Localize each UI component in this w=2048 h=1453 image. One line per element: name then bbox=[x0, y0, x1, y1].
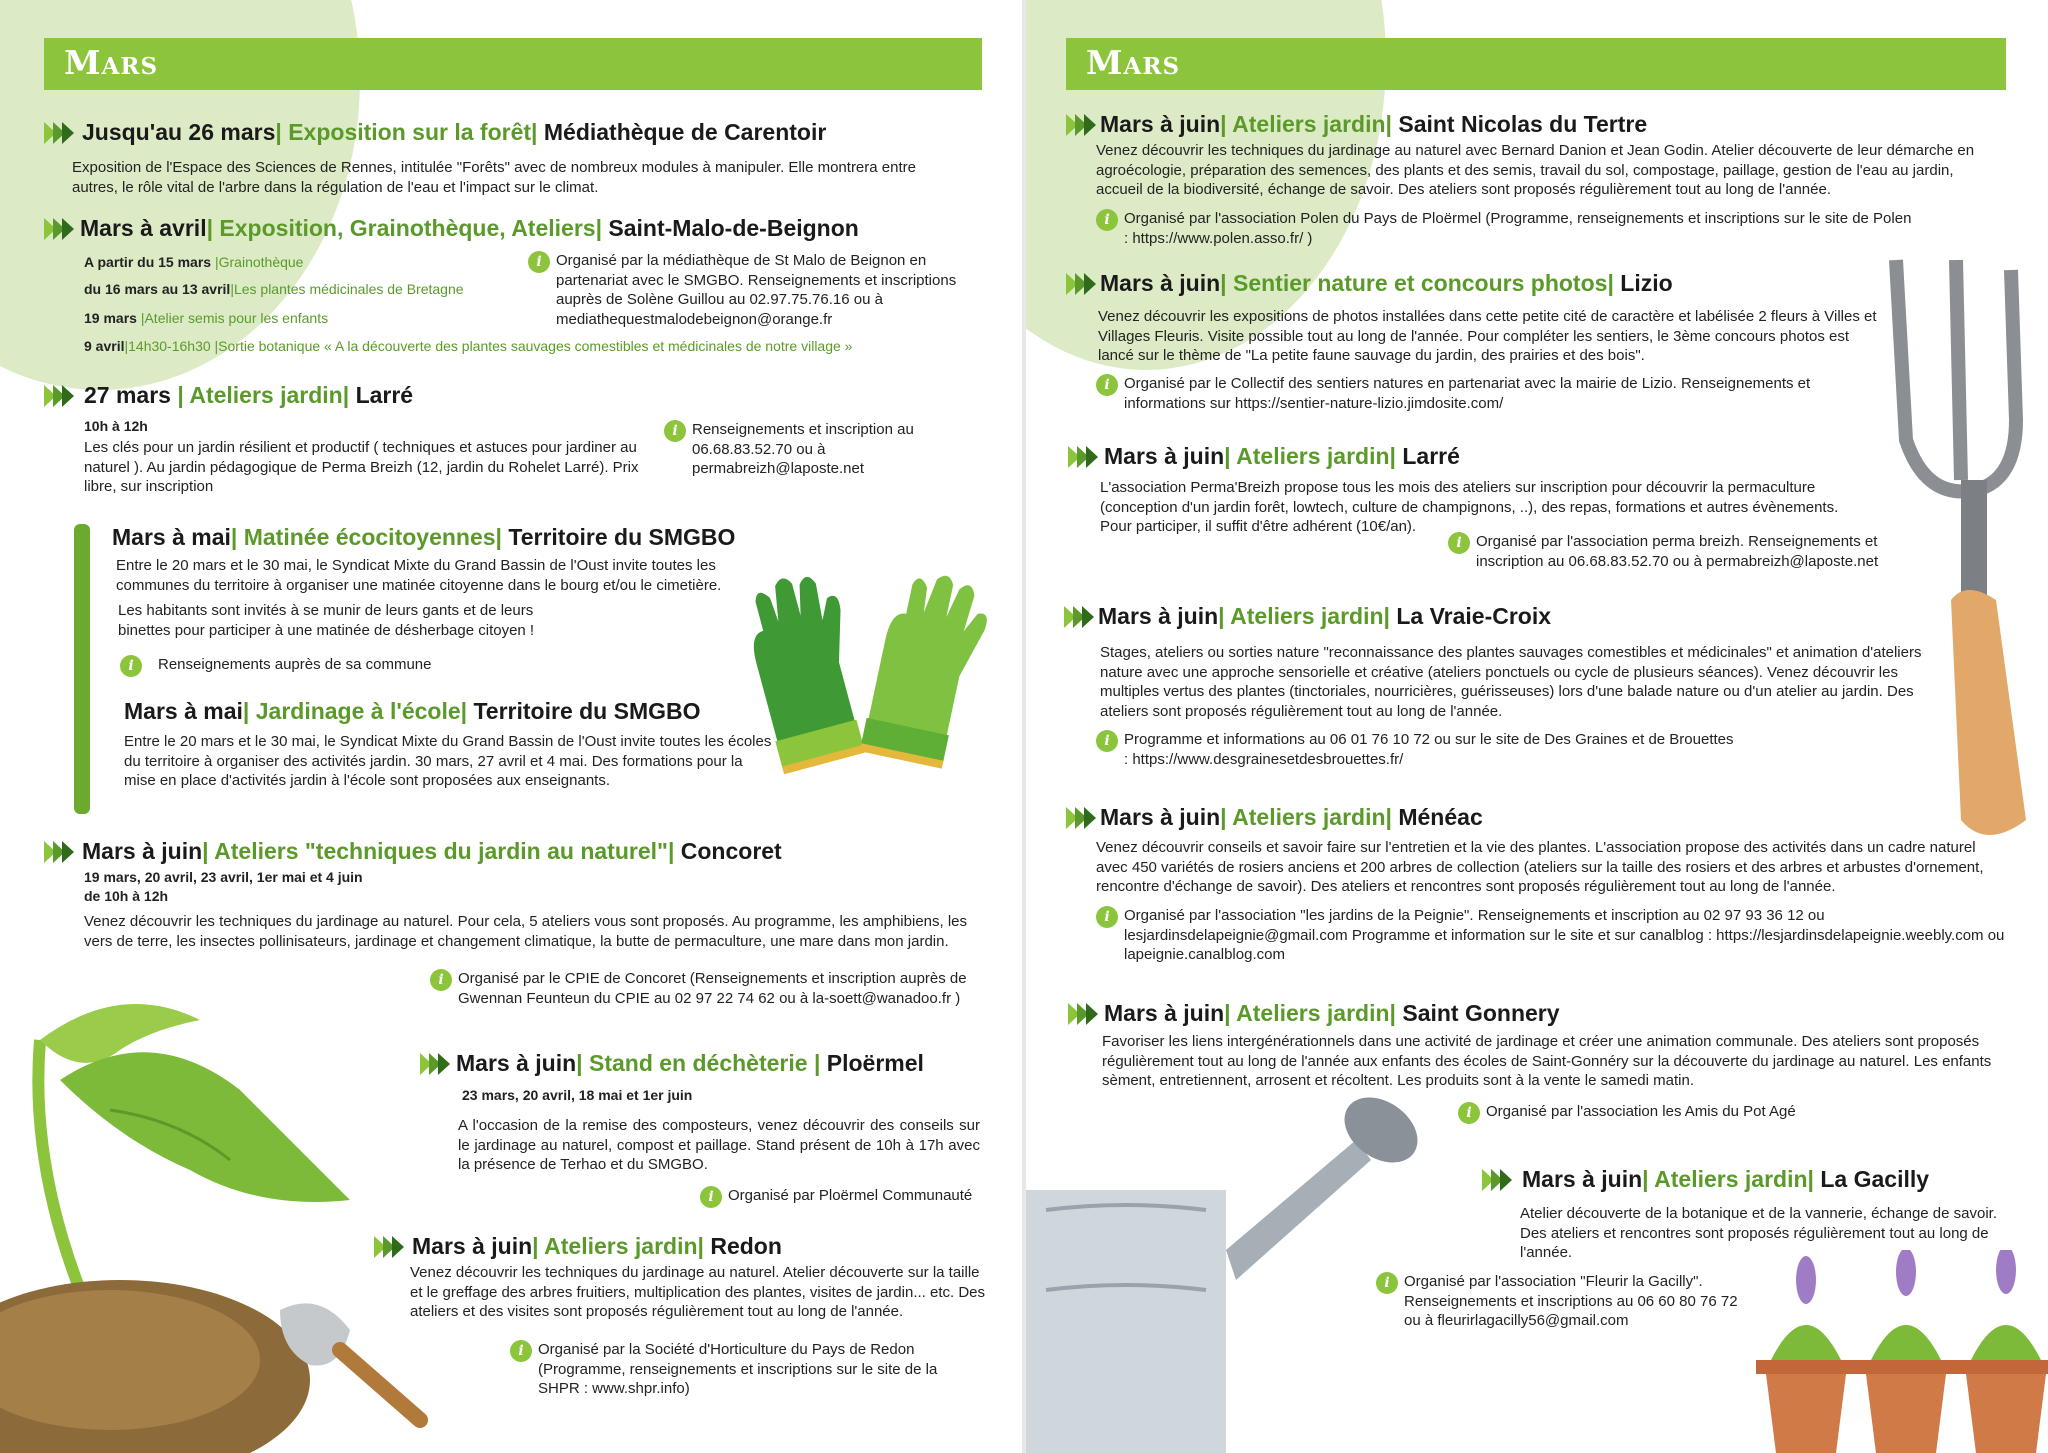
watering-can-illustration bbox=[1026, 1080, 1496, 1453]
event-description: Atelier découverte de la botanique et de la vannerie, échange de savoir. Des ateliers et rencontres sont proposés régulièrement tout au long de l'année. bbox=[1520, 1205, 1997, 1261]
event-description: Venez découvrir conseils et savoir faire sur l'entretien et la vie des plantes. L'association propose des activités dans un cadre naturel avec 450 variétés de rosiers anciens et 200 arbres de collection (ateliers sur la taille des rosiers et des arbres et arbustes d'ornement, rencontre d'échange de savoir). Des ateliers et rencontres sont proposés régulièrement tout au long de l'année. bbox=[1096, 839, 1984, 895]
event-type: Ateliers jardin bbox=[189, 382, 343, 408]
event-type: Ateliers jardin bbox=[1236, 1000, 1390, 1026]
event-time: 10h à 12h bbox=[84, 418, 148, 434]
event-type: Ateliers jardin bbox=[1654, 1166, 1808, 1192]
event-date: Mars à juin bbox=[1104, 443, 1225, 469]
arrow-bullet-icon bbox=[1066, 807, 1100, 829]
event-date: Mars à mai bbox=[124, 698, 243, 724]
info-icon: i bbox=[1458, 1102, 1480, 1124]
event-type: Exposition sur la forêt bbox=[288, 119, 532, 145]
event-title: 27 mars | Ateliers jardin| Larré bbox=[84, 382, 414, 408]
event-type: Ateliers jardin bbox=[1230, 603, 1384, 629]
arrow-bullet-icon bbox=[1068, 1003, 1102, 1025]
arrow-bullet-icon bbox=[1064, 606, 1098, 628]
event-description: A l'occasion de la remise des composteurs, venez découvrir des conseils sur le jardinage au naturel, compost et paillage. Stand présent de 10h à 17h avec la présence de Terhao et du SMGBO. bbox=[458, 1117, 980, 1173]
arrow-bullet-icon bbox=[374, 1236, 408, 1258]
event-date: Jusqu'au 26 mars bbox=[82, 119, 276, 145]
schedule-line: du 16 mars au 13 avril|Les plantes médicinales de Bretagne bbox=[84, 281, 464, 297]
event-info: i Organisé par le Collectif des sentiers natures en partenariat avec la mairie de Lizio. Renseignements et informations sur https://sentier-nature-lizio.jimdosite.com/ bbox=[1096, 374, 1836, 413]
event-description: Venez découvrir les expositions de photos installées dans cette petite cité de caractère et labélisée 2 fleurs à Villes et Villages Fleuris. Visite possible tout au long de l'année. Pour compléter les sentiers, le 3ème concours photos est lancé sur le thème de "La petite faune sauvage du jardin, des prairies et des bois". bbox=[1098, 308, 1877, 364]
event-date: Mars à juin bbox=[82, 838, 203, 864]
event-place: Ploërmel bbox=[826, 1050, 924, 1076]
event-time: de 10h à 12h bbox=[84, 888, 169, 904]
arrow-bullet-icon bbox=[1482, 1169, 1516, 1191]
event-info: i Programme et informations au 06 01 76 10 72 ou sur le site de Des Graines et de Brouettes : https://www.desgrainesetdesbrouettes.fr/ bbox=[1096, 730, 1736, 769]
event-type: Exposition, Grainothèque, Ateliers bbox=[219, 215, 596, 241]
event-type: Ateliers jardin bbox=[1232, 804, 1386, 830]
event-type: Ateliers "techniques du jardin au naturel" bbox=[214, 838, 668, 864]
arrow-bullet-icon bbox=[44, 385, 78, 407]
event-title: Mars à juin| Ateliers jardin| Larré bbox=[1104, 443, 1460, 469]
right-page bbox=[1026, 0, 2048, 1453]
event-type: Stand en déchèterie bbox=[588, 1050, 814, 1076]
event-place: Territoire du SMGBO bbox=[473, 698, 701, 724]
event-info: i Renseignements auprès de sa commune bbox=[120, 655, 540, 675]
event-title: Jusqu'au 26 mars| Exposition sur la forêt| Médiathèque de Carentoir bbox=[82, 119, 827, 145]
event-description: Venez découvrir les techniques du jardinage au naturel avec Bernard Danion et Jean Godin. Atelier découverte de leur démarche en agroécologie, préparation des semences, des plants et des semis, travail du sol, compostage, paillage, gestion de l'eau au jardin, accueil de la biodiversité, échange de savoir. Des ateliers sont proposés régulièrement tout au long de l'année. bbox=[1096, 142, 1975, 198]
event-description: L'association Perma'Breizh propose tous les mois des ateliers sur inscription pour découvrir la permaculture (conception d'un jardin forêt, lowtech, culture de champignons, ..), des repas, formations et autres évènements. Pour participer, il suffit d'être adhérent (10€/an). bbox=[1100, 479, 1839, 535]
event-description: Entre le 20 mars et le 30 mai, le Syndicat Mixte du Grand Bassin de l'Oust invite toutes les écoles du territoire à organiser des activités jardin. 30 mars, 27 avril et 4 mai. Des formations pour la mise en place d'activités jardin à l'école sont proposées aux enseignants. bbox=[124, 733, 772, 789]
event-info: i Organisé par l'association les Amis du Pot Agé bbox=[1458, 1102, 1958, 1122]
event-title: Mars à juin| Ateliers jardin| La Vraie-Croix bbox=[1098, 603, 1552, 629]
arrow-bullet-icon bbox=[1066, 114, 1100, 136]
event-title: Mars à juin| Ateliers jardin| La Gacilly bbox=[1522, 1166, 1930, 1192]
info-icon: i bbox=[1096, 209, 1118, 231]
info-icon: i bbox=[430, 969, 452, 991]
info-icon: i bbox=[528, 251, 550, 273]
event-date: Mars à juin bbox=[1522, 1166, 1643, 1192]
event-title: Mars à avril| Exposition, Grainothèque, Ateliers| Saint-Malo-de-Beignon bbox=[80, 215, 859, 241]
event-date: 27 mars bbox=[84, 382, 178, 408]
event-info: i Organisé par l'association Polen du Pays de Ploërmel (Programme, renseignements et inscriptions sur le site de Polen : https://www.polen.asso.fr/ ) bbox=[1096, 209, 1916, 248]
event-place: Concoret bbox=[680, 838, 782, 864]
event-description: Exposition de l'Espace des Sciences de Rennes, intitulée "Forêts" avec de nombreux modules à manipuler. Elle montrera entre autres, le rôle vital de l'arbre dans la régulation de l'eau et l'impact sur le climat. bbox=[72, 159, 916, 196]
event-type: Ateliers jardin bbox=[1232, 111, 1386, 137]
arrow-bullet-icon bbox=[44, 841, 78, 863]
event-type: Jardinage à l'école bbox=[255, 698, 461, 724]
event-info: i Organisé par Ploërmel Communauté bbox=[700, 1186, 990, 1206]
event-title: Mars à juin| Sentier nature et concours photos| Lizio bbox=[1100, 270, 1673, 296]
schedule-line: 9 avril|14h30-16h30 |Sortie botanique « A la découverte des plantes sauvages comestibles et médicinales de notre village » bbox=[84, 338, 853, 354]
event-description: Les habitants sont invités à se munir de leurs gants et de leurs binettes pour participer à une matinée de désherbage citoyen ! bbox=[118, 602, 535, 639]
info-icon: i bbox=[120, 655, 142, 677]
event-place: Larré bbox=[355, 382, 414, 408]
arrow-bullet-icon bbox=[44, 218, 78, 240]
event-place: Larré bbox=[1402, 443, 1460, 469]
event-info: i Organisé par l'association perma breizh. Renseignements et inscription au 06.68.83.52.70 ou à permabreizh@laposte.net bbox=[1448, 532, 1918, 571]
event-place: La Gacilly bbox=[1820, 1166, 1930, 1192]
event-info: i Organisé par la Société d'Horticulture du Pays de Redon (Programme, renseignements et inscriptions sur le site de la SHPR : www.shpr.info) bbox=[510, 1340, 960, 1399]
event-date: Mars à juin bbox=[1100, 111, 1221, 137]
event-place: Lizio bbox=[1620, 270, 1673, 296]
info-icon: i bbox=[700, 1186, 722, 1208]
event-info: i Organisé par l'association "Fleurir la Gacilly". Renseignements et inscriptions au 06 60 80 76 72 ou à fleurirlagacilly56@gmail.com bbox=[1376, 1272, 1746, 1331]
event-description: Entre le 20 mars et le 30 mai, le Syndicat Mixte du Grand Bassin de l'Oust invite toutes les communes du territoire à organiser une matinée citoyenne dans le bourg et/ou le cimetière. bbox=[116, 557, 722, 594]
event-date: Mars à juin bbox=[1100, 804, 1221, 830]
event-title: Mars à juin| Ateliers jardin| Ménéac bbox=[1100, 804, 1483, 830]
event-type: Matinée écocitoyennes bbox=[243, 524, 496, 550]
event-description: Venez découvrir les techniques du jardinage au naturel. Pour cela, 5 ateliers vous sont proposés. Au programme, les amphibiens, les vers de terre, les insectes pollinisateurs, jardinage et changement climatique, la butte de permaculture, une mare dans mon jardin. bbox=[84, 913, 968, 950]
info-icon: i bbox=[1448, 532, 1470, 554]
event-type: Ateliers jardin bbox=[1236, 443, 1390, 469]
month-banner: Mars bbox=[1066, 38, 2006, 90]
event-place: Médiathèque de Carentoir bbox=[543, 119, 827, 145]
event-date: Mars à juin bbox=[1104, 1000, 1225, 1026]
event-info: i Renseignements et inscription au 06.68.83.52.70 ou à permabreizh@laposte.net bbox=[664, 420, 954, 479]
event-place: Ménéac bbox=[1398, 804, 1483, 830]
event-title: Mars à juin| Ateliers jardin| Saint Nicolas du Tertre bbox=[1100, 111, 1648, 137]
event-description: Les clés pour un jardin résilient et productif ( techniques et astuces pour jardiner au naturel ). Au jardin pédagogique de Perma Breizh (12, jardin du Rohelet Larré). Prix libre, sur inscription bbox=[84, 439, 639, 495]
event-date: Mars à juin bbox=[1098, 603, 1219, 629]
event-time: 23 mars, 20 avril, 18 mai et 1er juin bbox=[462, 1087, 693, 1103]
event-title: Mars à juin| Ateliers "techniques du jardin au naturel"| Concoret bbox=[82, 838, 782, 864]
info-icon: i bbox=[1096, 730, 1118, 752]
left-page bbox=[0, 0, 1022, 1453]
schedule-line: 19 mars |Atelier semis pour les enfants bbox=[84, 310, 329, 326]
event-description: Venez découvrir les techniques du jardinage au naturel. Atelier découverte sur la taille et le greffage des arbres fruitiers, multiplication des plantes, visites de jardin... etc. Des ateliers et des visites sont proposés régulièrement tout au long de l'année. bbox=[410, 1264, 986, 1320]
month-banner: Mars bbox=[44, 38, 982, 90]
flower-pots-illustration bbox=[1756, 1250, 2048, 1453]
arrow-bullet-icon bbox=[1068, 446, 1102, 468]
event-title: Mars à mai| Matinée écocitoyennes| Territoire du SMGBO bbox=[112, 524, 736, 550]
event-type: Sentier nature et concours photos bbox=[1232, 270, 1608, 296]
arrow-bullet-icon bbox=[1066, 273, 1100, 295]
event-place: Saint Gonnery bbox=[1402, 1000, 1560, 1026]
event-description: Favoriser les liens intergénérationnels dans une activité de jardinage et créer une animation communale. Des ateliers sont proposés régulièrement tout au long de l'année aux enfants des écoles de Saint-Gonnéry sur la découverte du jardinage au naturel. Les enfants sèment, entretiennent, arrosent et récoltent. Les produits sont à la vente le samedi matin. bbox=[1102, 1033, 1992, 1089]
decorative-brush-stroke bbox=[74, 524, 90, 814]
info-icon: i bbox=[1096, 906, 1118, 928]
event-date: Mars à avril bbox=[80, 215, 207, 241]
event-place: Saint Nicolas du Tertre bbox=[1398, 111, 1648, 137]
event-info: i Organisé par le CPIE de Concoret (Renseignements et inscription auprès de Gwennan Feunteun du CPIE au 02 97 22 74 62 ou à la-soett@wanadoo.fr ) bbox=[430, 969, 980, 1008]
info-icon: i bbox=[1376, 1272, 1398, 1294]
event-title: Mars à mai| Jardinage à l'école| Territoire du SMGBO bbox=[124, 698, 701, 724]
arrow-bullet-icon bbox=[44, 122, 78, 144]
event-description: Stages, ateliers ou sorties nature "reconnaissance des plantes sauvages comestibles et médicinales" et animation d'ateliers nature avec une approche sensorielle et créative (ateliers ponctuels ou cycle de plusieurs séances). Venez découvrir les multiples vertus des plantes (tinctoriales, nourricières, guérisseuses) lors d'une balade nature ou d'un atelier au jardin. Des ateliers sont proposés régulièrement tout au long de l'année. bbox=[1100, 644, 1922, 720]
event-title: Mars à juin| Ateliers jardin| Redon bbox=[412, 1233, 782, 1259]
event-place: Redon bbox=[710, 1233, 782, 1259]
event-date: Mars à juin bbox=[456, 1050, 577, 1076]
schedule-line: A partir du 15 mars |Grainothèque bbox=[84, 254, 304, 270]
event-place: Territoire du SMGBO bbox=[508, 524, 736, 550]
event-date: Mars à mai bbox=[112, 524, 231, 550]
info-icon: i bbox=[664, 420, 686, 442]
event-title: Mars à juin| Ateliers jardin| Saint Gonnery bbox=[1104, 1000, 1560, 1026]
event-date: Mars à juin bbox=[412, 1233, 533, 1259]
event-type: Ateliers jardin bbox=[544, 1233, 698, 1259]
event-title: Mars à juin| Stand en déchèterie | Ploërmel bbox=[456, 1050, 924, 1076]
info-icon: i bbox=[510, 1340, 532, 1362]
event-info: i Organisé par la médiathèque de St Malo de Beignon en partenariat avec le SMGBO. Renseignements et inscriptions auprès de Solène Guillou au 02.97.75.76.16 ou à mediathequestmalodebeignon@orange.fr bbox=[528, 251, 988, 329]
event-place: Saint-Malo-de-Beignon bbox=[608, 215, 859, 241]
event-date: Mars à juin bbox=[1100, 270, 1221, 296]
event-info: i Organisé par l'association "les jardins de la Peignie". Renseignements et inscription au 02 97 93 36 12 ou lesjardinsdelapeignie@gmail.com Programme et information sur le site et sur canalblog : https://lesjardinsdelapeignie.weebly.com ou lapeignie.canalblog.com bbox=[1096, 906, 2006, 965]
arrow-bullet-icon bbox=[420, 1053, 454, 1075]
event-time: 19 mars, 20 avril, 23 avril, 1er mai et 4 juin bbox=[84, 869, 363, 885]
event-place: La Vraie-Croix bbox=[1396, 603, 1552, 629]
info-icon: i bbox=[1096, 374, 1118, 396]
